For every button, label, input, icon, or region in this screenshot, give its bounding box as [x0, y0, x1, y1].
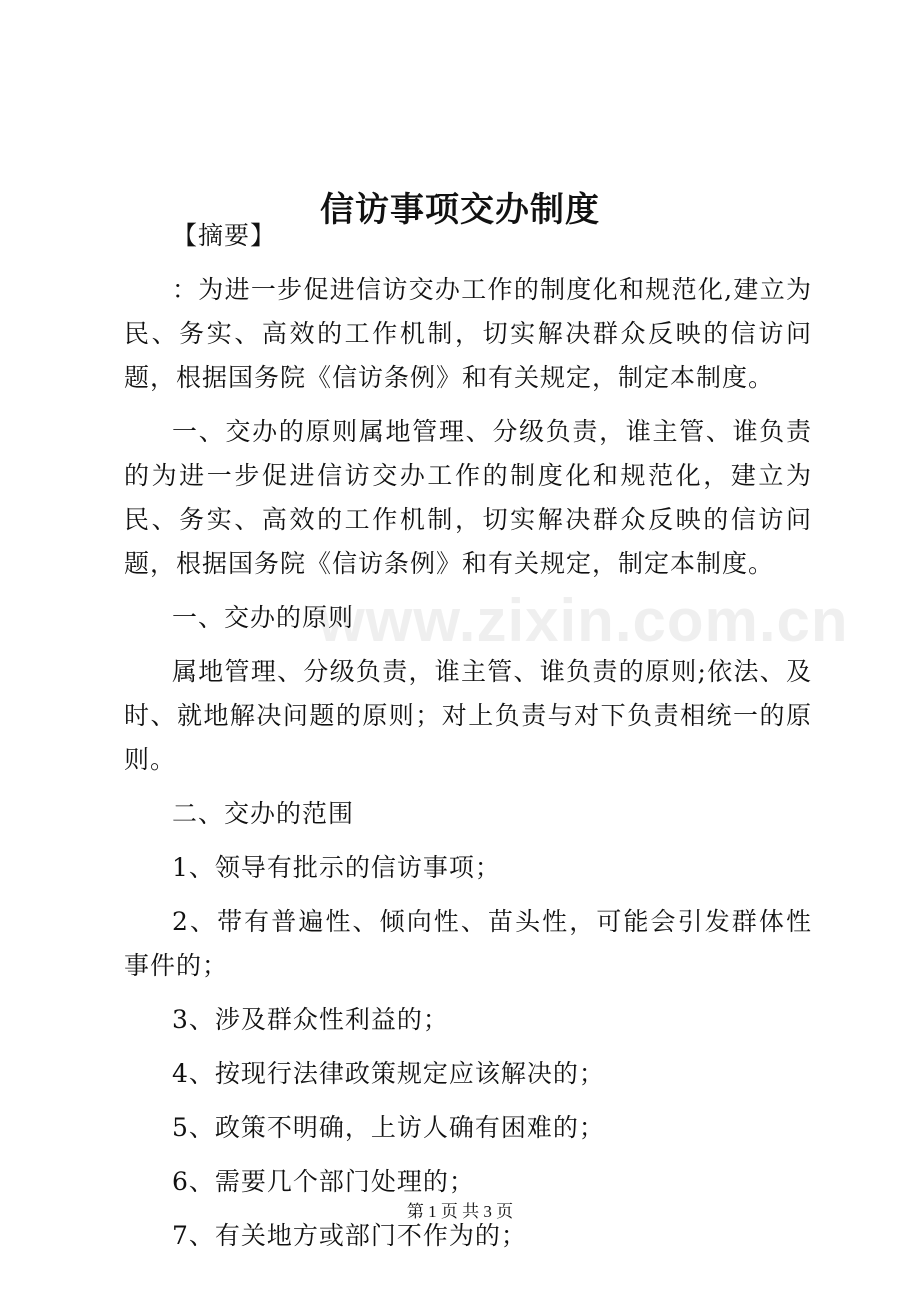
document-title: 信访事项交办制度 — [320, 189, 600, 230]
document-body — [124, 214, 849, 1268]
scope-item-3: 3、涉及群众性利益的； — [172, 1005, 449, 1034]
page-number: 第 1 页 共 3 页 — [406, 1202, 514, 1221]
section-heading-scope: 二、交办的范围 — [172, 799, 355, 828]
scope-item-5: 5、政策不明确，上访人确有困难的； — [172, 1113, 605, 1142]
abstract-heading: 【摘要】 — [172, 221, 277, 250]
scope-item-1: 1、领导有批示的信访事项； — [172, 853, 501, 882]
watermark: www.zixin.com.cn — [318, 587, 849, 654]
principles-intro-paragraph: 一、交办的原则属地管理、分级负责，谁主管、谁负责的为进一步促进信访交办工作的制度化和规范化，建立为民、务实、高效的工作机制，切实解决群众反映的信访问题，根据国务院《信访条例》和有关规定，制定本制度。 — [124, 417, 812, 578]
scope-item-6: 6、需要几个部门处理的； — [172, 1167, 475, 1196]
scope-item-7: 7、有关地方或部门不作为的； — [172, 1221, 527, 1250]
scope-item-4: 4、按现行法律政策规定应该解决的； — [172, 1059, 605, 1088]
principles-paragraph: 属地管理、分级负责，谁主管、谁负责的原则;依法、及时、就地解决问题的原则；对上负责与对下负责相统一的原则。 — [124, 657, 812, 774]
abstract-paragraph: ：为进一步促进信访交办工作的制度化和规范化,建立为民、务实、高效的工作机制，切实解决群众反映的信访问题，根据国务院《信访条例》和有关规定，制定本制度。 — [124, 275, 812, 392]
section-heading-principles: 一、交办的原则 — [172, 603, 355, 632]
scope-item-2: 2、带有普遍性、倾向性、苗头性，可能会引发群体性事件的； — [124, 907, 812, 980]
page-footer — [0, 1200, 920, 1224]
